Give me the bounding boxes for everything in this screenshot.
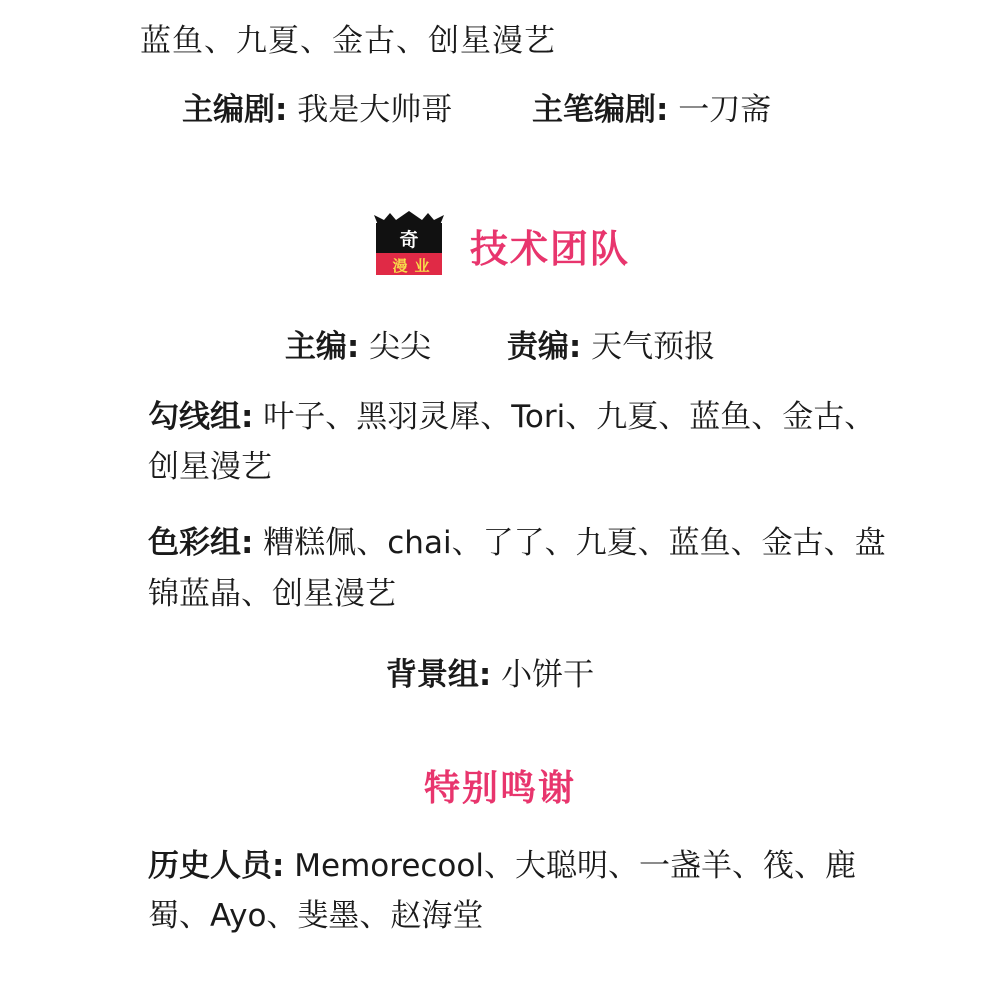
editors-row: [0, 321, 1000, 366]
background-value: 小饼干: [501, 656, 595, 693]
history-members-label: 历史人员:: [148, 847, 285, 884]
managing-editor-value: 天气预报: [591, 329, 716, 365]
writer-credits-line: [0, 87, 1000, 134]
head-writer-value: 我是大帅哥: [297, 91, 453, 128]
managing-editor-label: 责编:: [506, 329, 582, 365]
color-value: 糟糕佩、chai、了了、九夏、蓝鱼、金古、盘锦蓝晶、创星漫艺: [148, 525, 886, 612]
top-credits-block: [0, 0, 1000, 133]
contributor-names-line: 蓝鱼、九夏、金古、创星漫艺: [140, 23, 556, 59]
svg-text:漫: 漫: [392, 257, 408, 275]
background-label: 背景组:: [385, 656, 492, 693]
lead-writer-label: 主笔编剧:: [531, 91, 669, 128]
history-members-value: Memorecool、大聪明、一盏羊、筏、鹿蜀、Ayo、斐墨、赵海堂: [148, 847, 856, 935]
editor-label: 主编:: [284, 329, 360, 365]
color-group-row: [0, 518, 1000, 618]
editor-value: 尖尖: [369, 329, 432, 365]
svg-text:业: 业: [414, 257, 430, 275]
tech-team-heading: [0, 211, 1000, 279]
lineart-label: 勾线组:: [148, 399, 254, 435]
color-label: 色彩组:: [148, 525, 254, 562]
lineart-value: 叶子、黑羽灵犀、Tori、九夏、蓝鱼、金古、创星漫艺: [148, 399, 876, 486]
lead-writer-value: 一刀斋: [678, 91, 772, 128]
special-thanks-row: [0, 841, 1000, 941]
special-thanks-title: 特别鸣谢: [423, 767, 576, 809]
head-writer-label: 主编剧:: [182, 91, 288, 128]
background-group-row: [0, 649, 1000, 694]
tech-team-title: 技术团队: [469, 226, 630, 271]
lineart-group-row: [0, 392, 1000, 492]
svg-text:奇: 奇: [399, 229, 419, 251]
qiman-studio-logo-icon: [370, 211, 448, 279]
